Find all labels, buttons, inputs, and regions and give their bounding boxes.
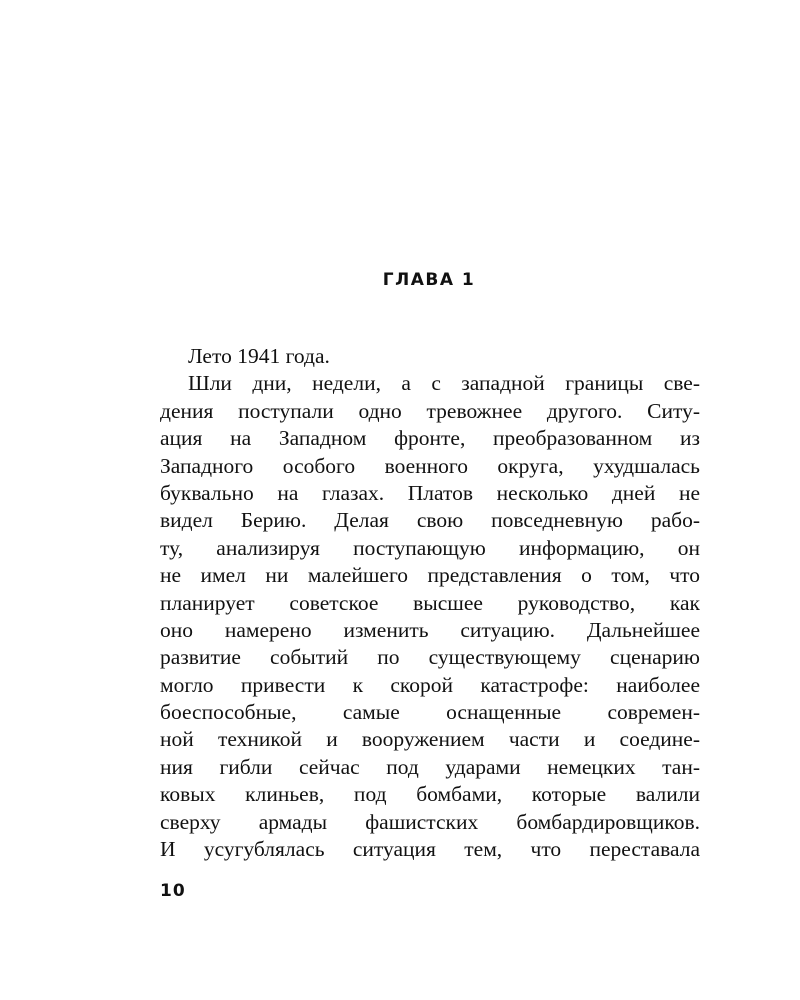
text-line: могло привести к скорой катастрофе: наиболее (160, 672, 700, 697)
chapter-title: ГЛАВА 1 (382, 270, 476, 290)
page-number: 10 (160, 881, 186, 901)
text-line: Лето 1941 года. (188, 344, 330, 368)
text-line: буквально на глазах. Платов несколько дней не (160, 480, 700, 505)
text-line: ной техникой и вооружением части и соедине- (160, 727, 700, 752)
text-line: планирует советское высшее руководство, как (160, 590, 700, 615)
text-line: дения поступали одно тревожнее другого. Ситу- (160, 398, 700, 423)
text-line: ковых клиньев, под бомбами, которые валили (160, 782, 700, 807)
text-line: видел Берию. Делая свою повседневную рабо- (160, 508, 700, 533)
text-line: сверху армады фашистских бомбардировщиков. (160, 809, 700, 834)
text-line: боеспособные, самые оснащенные современ- (160, 700, 700, 725)
text-line: И усугублялась ситуация тем, что переставала (160, 837, 700, 862)
text-line: развитие событий по существующему сценарию (160, 645, 700, 670)
text-line: ния гибли сейчас под ударами немецких тан- (160, 754, 700, 779)
text-line: ация на Западном фронте, преобразованном из (160, 426, 700, 451)
text-line: оно намерено изменить ситуацию. Дальнейшее (160, 617, 700, 642)
text-line: не имел ни малейшего представления о том, что (160, 563, 700, 588)
text-line: ту, анализируя поступающую информацию, он (160, 535, 700, 560)
body-text (160, 343, 700, 863)
text-line: Западного особого военного округа, ухудшалась (160, 453, 700, 478)
text-line: Шли дни, недели, а с западной границы све- (188, 371, 700, 396)
